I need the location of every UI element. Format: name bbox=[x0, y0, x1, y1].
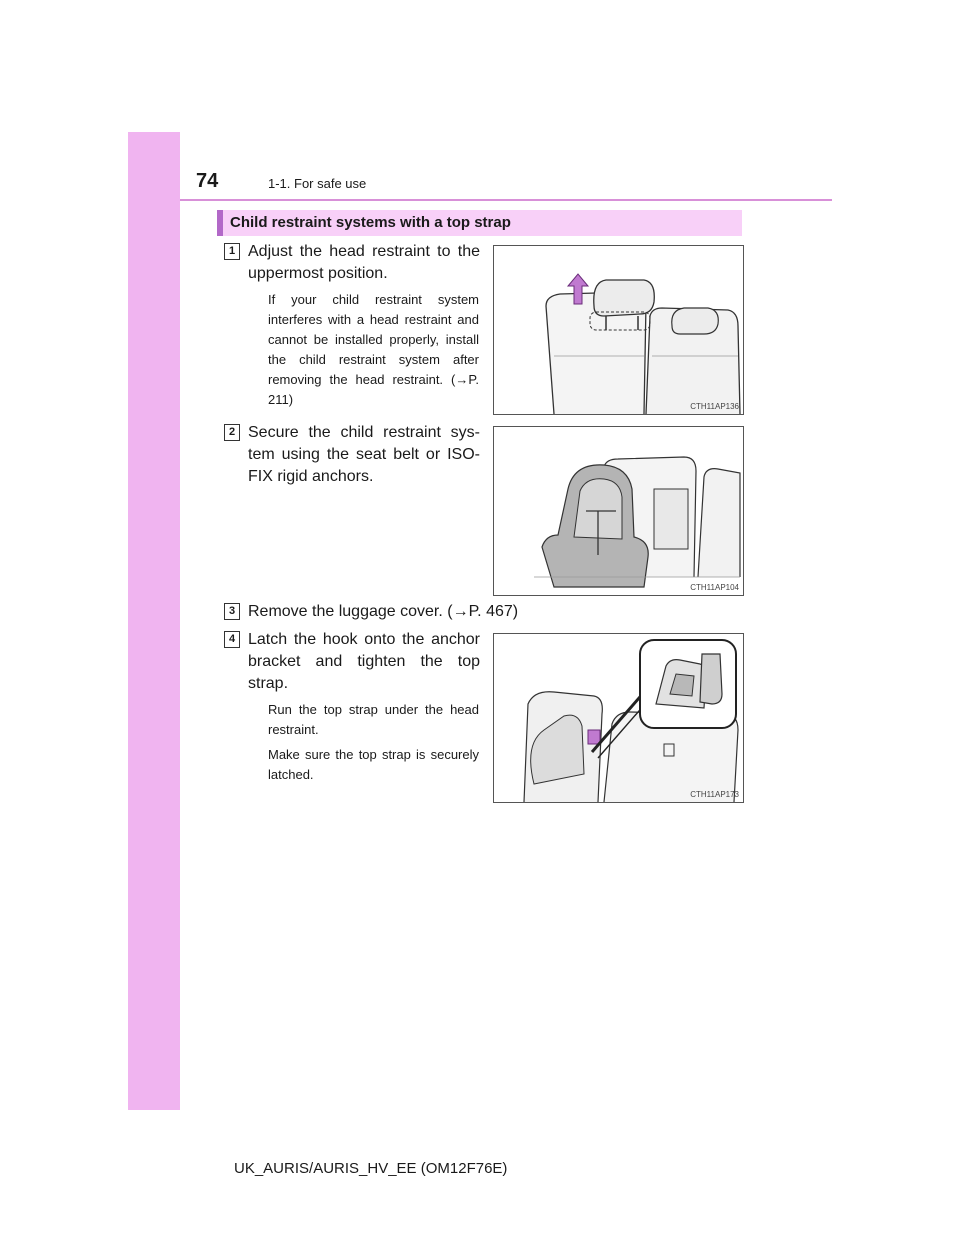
figure-code: CTH11AP173 bbox=[690, 790, 739, 799]
footer-model-code: UK_AURIS/AURIS_HV_EE (OM12F76E) bbox=[234, 1160, 508, 1177]
step-1-note: If your child restraint system interferes with a head restraint and cannot be installed properly, install the child restraint system after removing the head restraint. (→P. 211) bbox=[268, 292, 479, 407]
step-number-4: 4 bbox=[224, 631, 240, 648]
figure-code: CTH11AP136 bbox=[690, 402, 739, 411]
figure-child-seat bbox=[493, 426, 744, 596]
step-number-1: 1 bbox=[224, 243, 240, 260]
page-number: 74 bbox=[196, 170, 219, 192]
chapter-sidebar bbox=[128, 132, 180, 1110]
step-number-2: 2 bbox=[224, 424, 240, 441]
head-restraint-illustration bbox=[494, 246, 743, 414]
step-4-text: Latch the hook onto the anchor bracket and tighten the top strap. bbox=[248, 631, 480, 692]
figure-top-strap-anchor bbox=[493, 633, 744, 803]
step-4-note-2: Make sure the top strap is securely latched. bbox=[268, 747, 479, 782]
step-2-text: Secure the child restraint sys-tem using the seat belt or ISO-FIX rigid anchors. bbox=[248, 424, 480, 485]
top-strap-illustration bbox=[494, 634, 743, 802]
section-heading-text: Child restraint systems with a top strap bbox=[230, 214, 511, 231]
figure-code: CTH11AP104 bbox=[690, 583, 739, 592]
heading-stripe bbox=[217, 210, 223, 236]
step-1-text: Adjust the head restraint to the uppermost position. bbox=[248, 243, 480, 282]
header-rule bbox=[180, 199, 832, 201]
section-title: 1-1. For safe use bbox=[268, 176, 367, 191]
figure-head-restraint bbox=[493, 245, 744, 415]
step-4-note-1: Run the top strap under the head restraint. bbox=[268, 702, 479, 737]
section-heading bbox=[217, 210, 742, 236]
step-3-text: Remove the luggage cover. (→P. 467) bbox=[248, 603, 519, 620]
child-seat-illustration bbox=[494, 427, 743, 595]
step-number-3: 3 bbox=[224, 603, 240, 620]
